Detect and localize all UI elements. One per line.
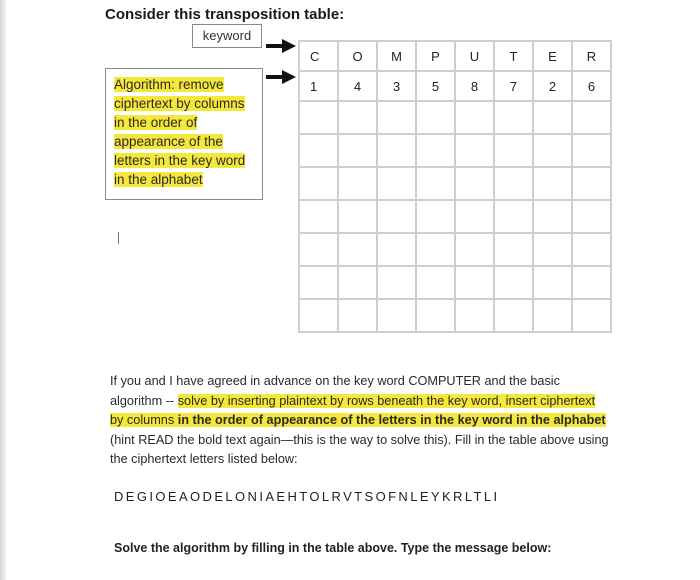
algorithm-line: in the order of [114, 115, 198, 130]
plaintext-cell[interactable] [338, 299, 377, 332]
transposition-table [298, 40, 612, 333]
plaintext-cell[interactable] [299, 167, 338, 200]
algorithm-line: in the alphabet [114, 172, 203, 187]
algorithm-line: Algorithm: remove [114, 77, 224, 92]
plaintext-cell[interactable] [338, 233, 377, 266]
plaintext-cell[interactable] [416, 266, 455, 299]
plaintext-row [299, 167, 611, 200]
plaintext-row [299, 299, 611, 332]
plaintext-cell[interactable] [377, 101, 416, 134]
plaintext-cell[interactable] [338, 266, 377, 299]
plaintext-cell[interactable] [455, 266, 494, 299]
algorithm-line: appearance of the [114, 134, 223, 149]
plaintext-cell[interactable] [338, 134, 377, 167]
plaintext-cell[interactable] [377, 134, 416, 167]
ciphertext: DEGIOEAODELONIAEHTOLRVTSOFNLEYKRLTLI [114, 489, 500, 504]
plaintext-cell[interactable] [572, 200, 611, 233]
algorithm-line: ciphertext by columns [114, 96, 245, 111]
bold-highlighted-instruction: in the order of appearance of the letters in the key word in the alphabet [174, 413, 606, 428]
plaintext-cell[interactable] [416, 101, 455, 134]
plaintext-cell[interactable] [416, 299, 455, 332]
key-letter-cell: C [299, 41, 338, 71]
plaintext-cell[interactable] [494, 233, 533, 266]
plaintext-cell[interactable] [377, 299, 416, 332]
highlighted-instruction: solve by inserting plaintext by rows beneath the key word, insert ciphertext by columns [110, 393, 596, 428]
left-edge-shadow [0, 0, 6, 580]
key-letter-cell: E [533, 41, 572, 71]
plaintext-cell[interactable] [572, 134, 611, 167]
plaintext-cell[interactable] [416, 134, 455, 167]
plaintext-cell[interactable] [338, 101, 377, 134]
plaintext-cell[interactable] [494, 266, 533, 299]
order-number-cell: 4 [338, 71, 377, 101]
plaintext-cell[interactable] [494, 299, 533, 332]
plaintext-cell[interactable] [416, 167, 455, 200]
plaintext-cell[interactable] [299, 200, 338, 233]
plaintext-row [299, 101, 611, 134]
text-cursor-mark [118, 232, 119, 244]
page-heading: Consider this transposition table: [105, 6, 345, 23]
plaintext-cell[interactable] [377, 167, 416, 200]
plaintext-cell[interactable] [299, 101, 338, 134]
order-number-cell: 6 [572, 71, 611, 101]
keyword-arrow-icon [266, 39, 296, 53]
plaintext-row [299, 200, 611, 233]
key-letter-cell: R [572, 41, 611, 71]
plaintext-cell[interactable] [455, 233, 494, 266]
plaintext-cell[interactable] [494, 200, 533, 233]
plaintext-row [299, 266, 611, 299]
plaintext-cell[interactable] [338, 200, 377, 233]
plaintext-cell[interactable] [416, 233, 455, 266]
plaintext-cell[interactable] [377, 233, 416, 266]
plaintext-cell[interactable] [416, 200, 455, 233]
plaintext-row [299, 233, 611, 266]
plaintext-cell[interactable] [533, 167, 572, 200]
order-number-cell: 8 [455, 71, 494, 101]
plaintext-cell[interactable] [533, 233, 572, 266]
plaintext-cell[interactable] [299, 266, 338, 299]
plaintext-cell[interactable] [455, 167, 494, 200]
instructions-paragraph: If you and I have agreed in advance on the key word COMPUTER and the basic algorithm -- solve by inserting plaintext by rows beneath the key word, insert ciphertext by columns in the order of appearance of the letters in the key word in the alphabet (hint READ the bold text again—this is the way to solve this). Fill in the table above using the ciphertext letters listed below: [110, 374, 609, 467]
keyword-label-box: keyword [192, 24, 262, 48]
order-number-cell: 1 [299, 71, 338, 101]
plaintext-cell[interactable] [494, 134, 533, 167]
plaintext-cell[interactable] [572, 266, 611, 299]
plaintext-cell[interactable] [455, 200, 494, 233]
plaintext-cell[interactable] [572, 299, 611, 332]
key-letter-cell: O [338, 41, 377, 71]
plaintext-cell[interactable] [299, 134, 338, 167]
order-number-cell: 7 [494, 71, 533, 101]
key-letter-cell: M [377, 41, 416, 71]
plaintext-cell[interactable] [455, 101, 494, 134]
algorithm-arrow-icon [266, 70, 296, 84]
algorithm-box [105, 68, 263, 200]
order-number-cell: 2 [533, 71, 572, 101]
plaintext-cell[interactable] [533, 299, 572, 332]
plaintext-cell[interactable] [533, 200, 572, 233]
plaintext-cell[interactable] [338, 167, 377, 200]
order-number-row [299, 71, 611, 101]
key-letter-cell: U [455, 41, 494, 71]
order-number-cell: 5 [416, 71, 455, 101]
plaintext-cell[interactable] [455, 299, 494, 332]
plaintext-row [299, 134, 611, 167]
plaintext-cell[interactable] [533, 266, 572, 299]
plaintext-cell[interactable] [572, 101, 611, 134]
solve-instruction: Solve the algorithm by filling in the table above. Type the message below: [114, 541, 552, 555]
plaintext-cell[interactable] [533, 101, 572, 134]
algorithm-line: letters in the key word [114, 153, 246, 168]
key-letter-cell: T [494, 41, 533, 71]
plaintext-cell[interactable] [572, 233, 611, 266]
plaintext-cell[interactable] [494, 101, 533, 134]
key-letter-cell: P [416, 41, 455, 71]
plaintext-cell[interactable] [455, 134, 494, 167]
key-letter-row [299, 41, 611, 71]
plaintext-cell[interactable] [533, 134, 572, 167]
plaintext-cell[interactable] [299, 299, 338, 332]
plaintext-cell[interactable] [377, 200, 416, 233]
plaintext-cell[interactable] [299, 233, 338, 266]
plaintext-cell[interactable] [572, 167, 611, 200]
plaintext-cell[interactable] [494, 167, 533, 200]
order-number-cell: 3 [377, 71, 416, 101]
plaintext-cell[interactable] [377, 266, 416, 299]
